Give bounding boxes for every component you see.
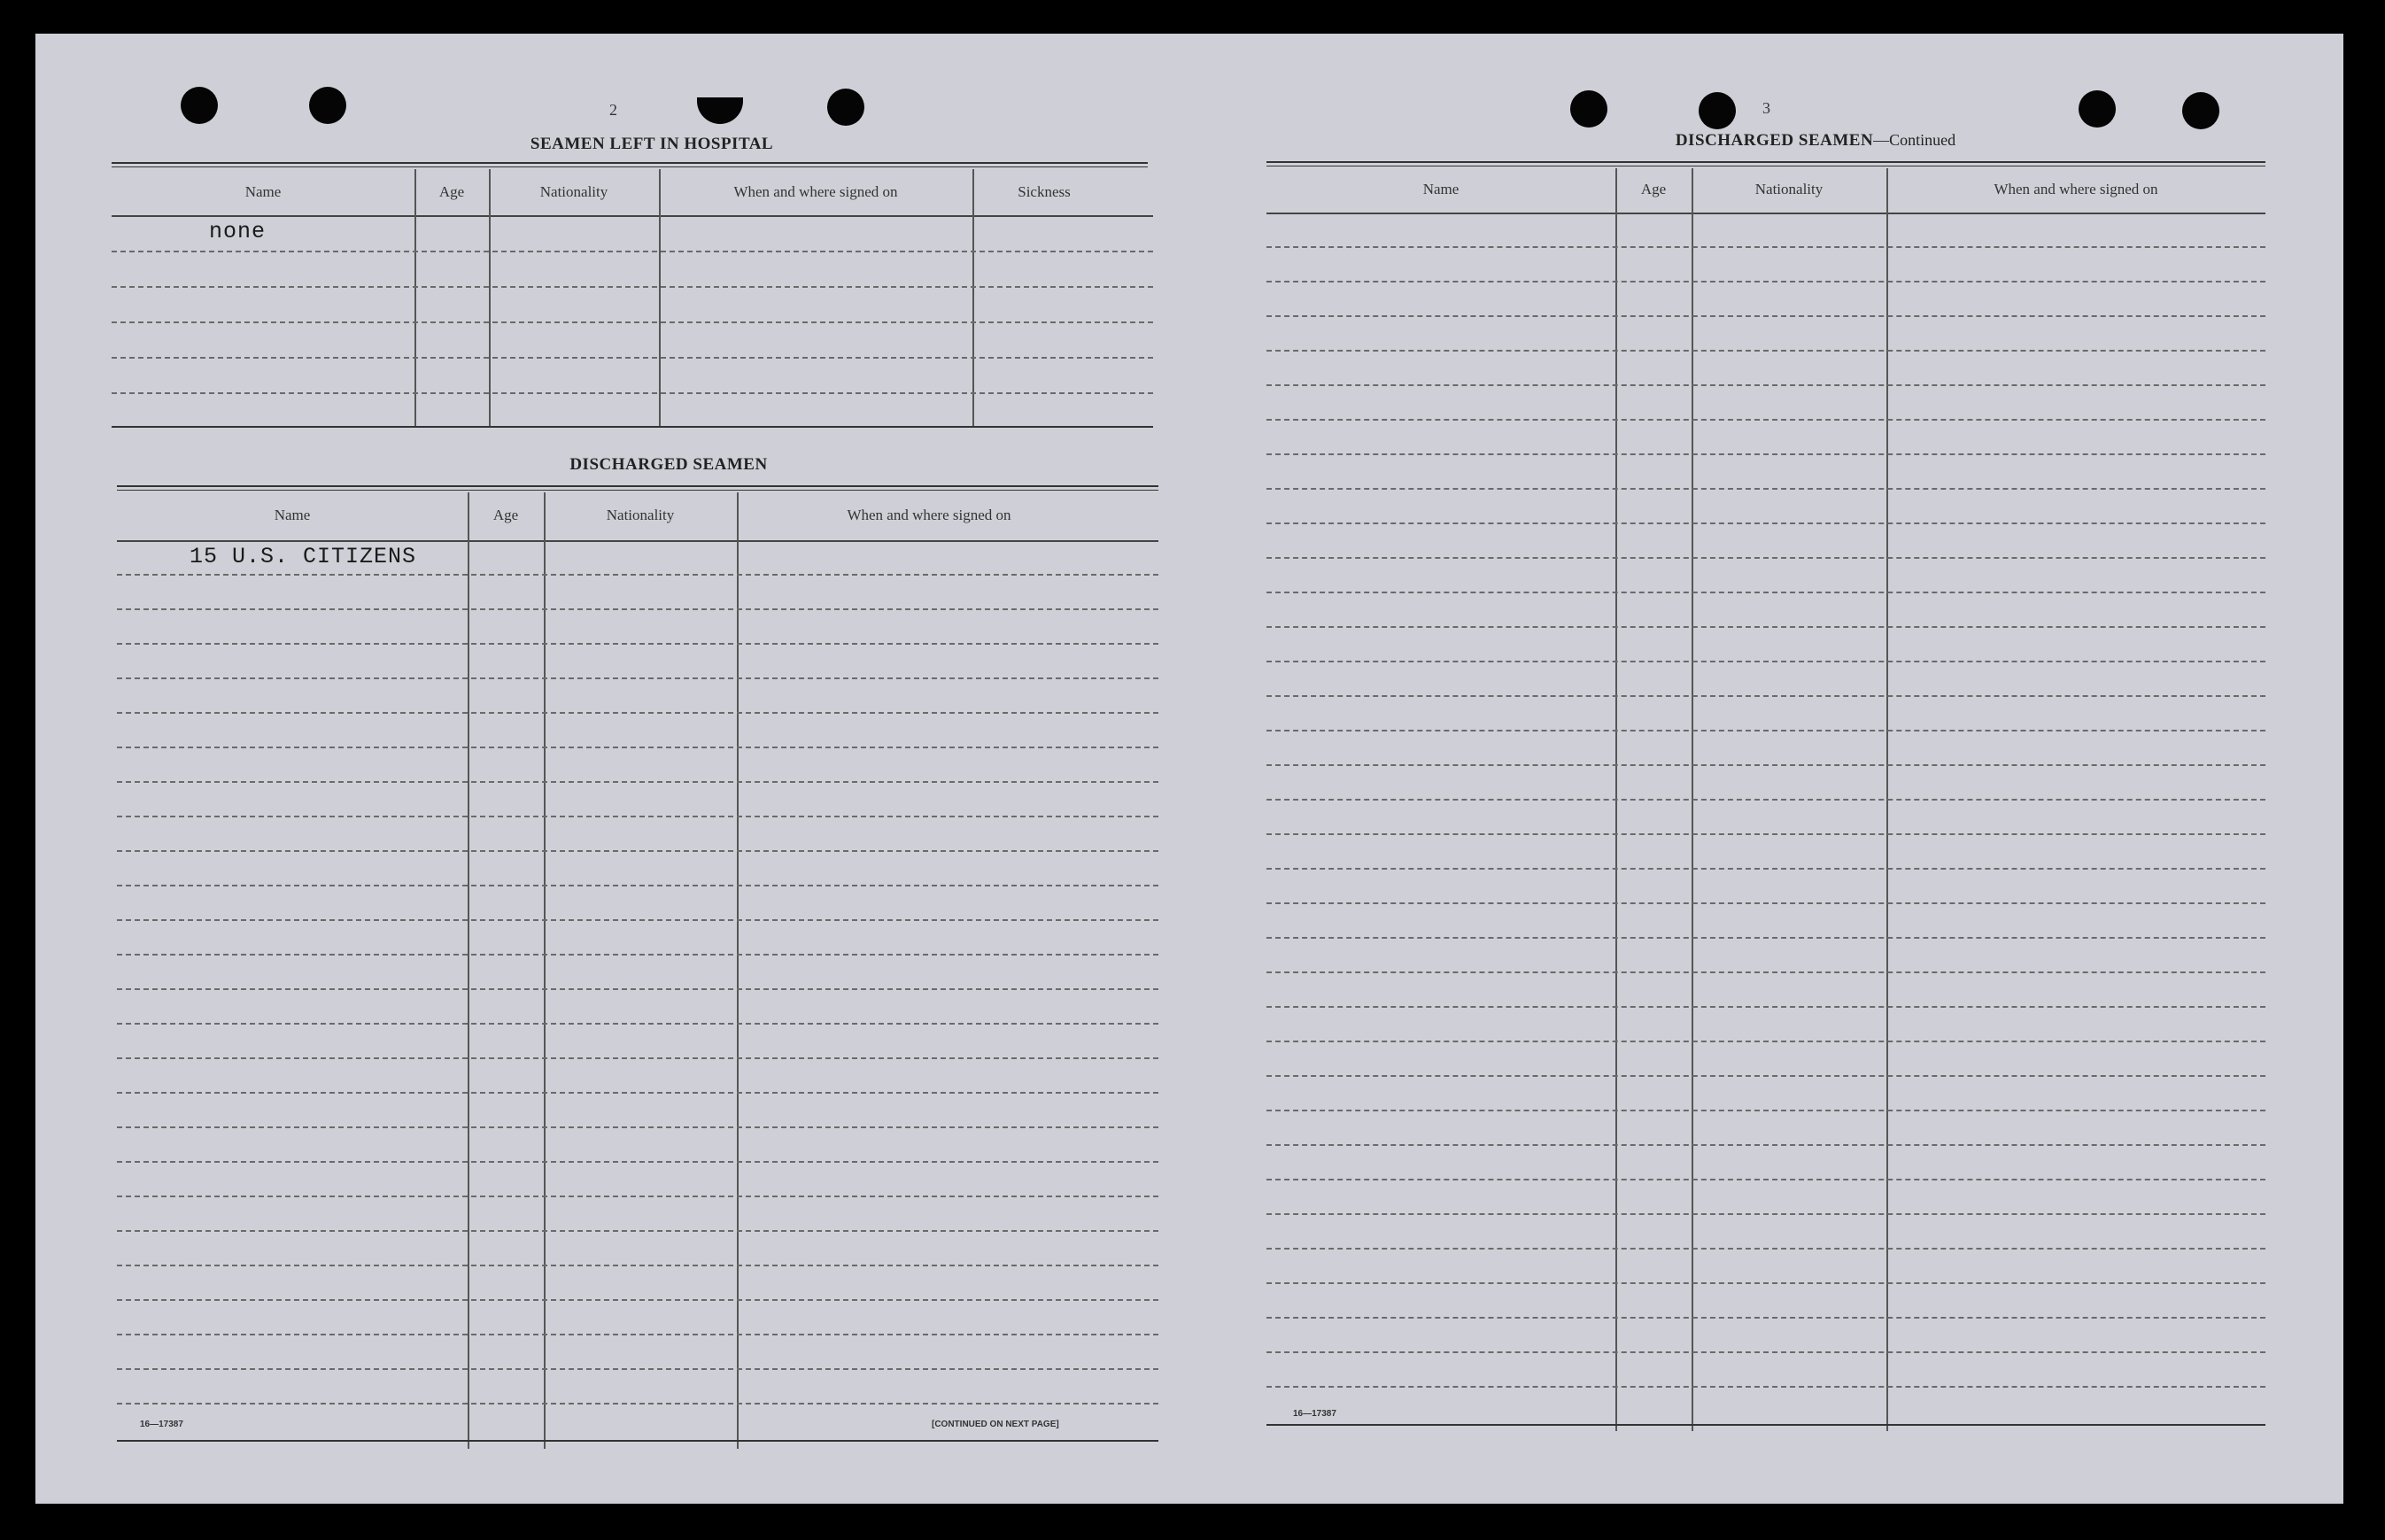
column-header-signed-on: When and where signed on bbox=[733, 183, 898, 200]
section-title-continued: —Continued bbox=[1873, 131, 1956, 149]
column-header-nationality: Nationality bbox=[1754, 181, 1824, 197]
discharged-table bbox=[117, 485, 1158, 1451]
discharged-entry: 15 U.S. CITIZENS bbox=[190, 544, 417, 569]
hospital-section-title: SEAMEN LEFT IN HOSPITAL bbox=[530, 135, 774, 153]
column-header-signed-on: When and where signed on bbox=[847, 507, 1011, 523]
continued-note: [CONTINUED ON NEXT PAGE] bbox=[932, 1420, 1059, 1429]
column-header-age: Age bbox=[438, 183, 465, 200]
column-header-name: Name bbox=[244, 183, 282, 200]
discharged-continued-table bbox=[1266, 161, 2265, 1436]
hospital-table bbox=[112, 162, 1153, 468]
column-header-name: Name bbox=[1422, 181, 1460, 197]
discharged-section-title: DISCHARGED SEAMEN bbox=[569, 455, 768, 474]
form-number: 16—17387 bbox=[140, 1420, 183, 1429]
column-header-nationality: Nationality bbox=[539, 183, 608, 200]
document-paper bbox=[35, 34, 2343, 1504]
page-number: 3 bbox=[1762, 99, 1770, 117]
column-header-signed-on: When and where signed on bbox=[1994, 181, 2158, 197]
left-page bbox=[35, 34, 1187, 1504]
column-header-age: Age bbox=[492, 507, 519, 523]
hospital-entry: none bbox=[209, 219, 267, 244]
right-page bbox=[1187, 34, 2343, 1504]
page-number: 2 bbox=[609, 101, 617, 119]
section-title-main: DISCHARGED SEAMEN bbox=[1675, 131, 1874, 150]
right-section-title bbox=[1559, 131, 2072, 151]
column-header-sickness: Sickness bbox=[1018, 183, 1071, 200]
column-header-age: Age bbox=[1640, 181, 1667, 197]
column-header-nationality: Nationality bbox=[606, 507, 675, 523]
column-header-name: Name bbox=[274, 507, 311, 523]
form-number: 16—17387 bbox=[1293, 1409, 1336, 1419]
